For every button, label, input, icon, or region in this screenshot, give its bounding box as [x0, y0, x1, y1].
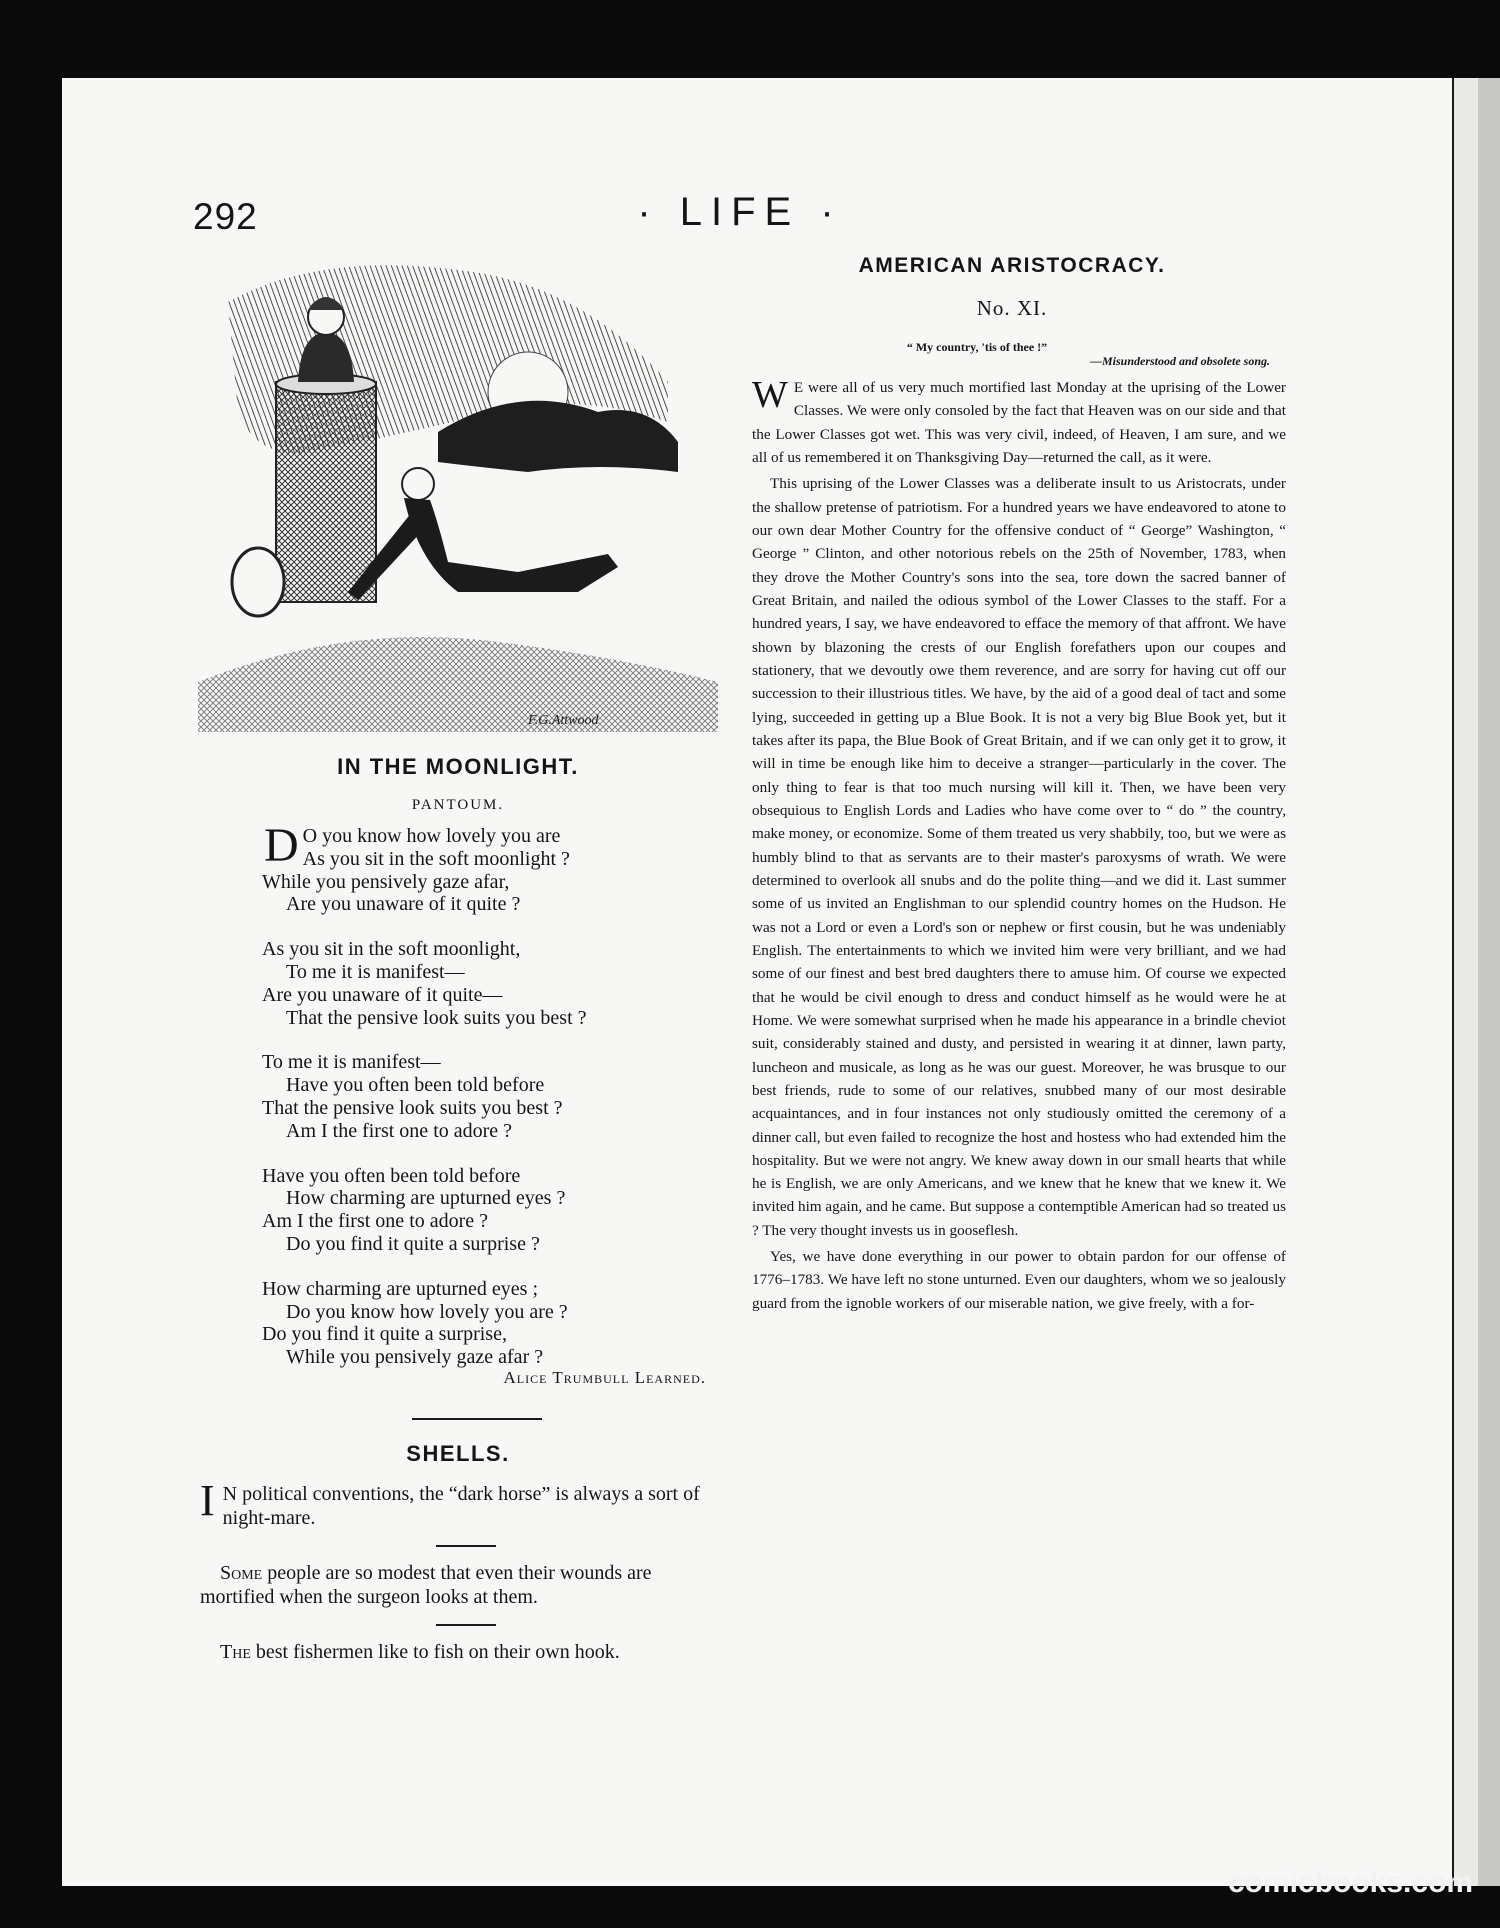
poem-line: Do you find it quite a surprise,	[262, 1323, 507, 1346]
poem-author: Alice Trumbull Learned.	[503, 1368, 706, 1387]
poem-line: As you sit in the soft moonlight ?	[302, 847, 570, 870]
article-text: E were all of us very much mortified last Monday at the uprising of the Lower Classes. We were only consoled by the fact that Heaven was on our side and that the Lower Classes got wet. This was very civil, indeed, of Heaven, I am sure, and we all of us remembered it on Thanksgiving Day—returned the call, as it were.	[752, 379, 1286, 466]
divider	[436, 1624, 496, 1626]
shell-text: N political conventions, the “dark horse” is always a sort of night-mare.	[222, 1483, 700, 1529]
poem-line: Am I the first one to adore ?	[286, 1119, 513, 1142]
poem-line: While you pensively gaze afar,	[262, 870, 510, 893]
site-watermark: comicbooks.com	[1228, 1866, 1474, 1899]
article-paragraph	[752, 376, 1286, 469]
poem-line: Am I the first one to adore ?	[262, 1210, 489, 1233]
poem-dropcap: D	[264, 819, 299, 872]
poem-stanza	[262, 1051, 722, 1142]
poem-line: O you know how lovely you are	[302, 825, 561, 847]
poem-line: Have you often been told before	[262, 1164, 521, 1187]
poem-line: While you pensively gaze afar ?	[286, 1346, 544, 1369]
poem-line: That the pensive look suits you best ?	[262, 1096, 563, 1119]
poem-line: To me it is manifest—	[286, 960, 465, 983]
article-paragraph: Yes, we have done everything in our power to obtain pardon for our offense of 1776–1783. We have left no stone unturned. Even our daughters, whom we so jealously guard from the ignoble workers of our miserable nation, we give freely, with a for-	[752, 1248, 1286, 1312]
illustration-signature: F.G.Attwood	[528, 713, 599, 728]
poem-line: Do you know how lovely you are ?	[286, 1300, 568, 1323]
article-body	[752, 376, 1286, 1315]
shell-lead: The	[220, 1641, 251, 1663]
shell-lead: Some	[220, 1562, 263, 1584]
poem-line: To me it is manifest—	[262, 1051, 441, 1074]
moonlight-illustration	[198, 262, 718, 732]
shell-text: best fishermen like to fish on their own hook.	[250, 1641, 620, 1663]
article-subtitle: No. XI.	[976, 296, 1048, 320]
article-epigraph: “ My country, 'tis of thee !”	[906, 340, 1048, 354]
poem-line: Have you often been told before	[286, 1074, 545, 1097]
poem-stanza	[262, 938, 722, 1029]
poem-line: As you sit in the soft moonlight,	[262, 938, 521, 961]
article-epigraph-source: —Misunderstood and obsolete song.	[1089, 354, 1270, 368]
poem-line: Are you unaware of it quite—	[262, 983, 503, 1006]
page-number: 292	[193, 196, 258, 237]
poem-stanza	[262, 1165, 722, 1256]
article-dropcap: W	[752, 374, 788, 416]
masthead: · LIFE ·	[637, 190, 843, 234]
poem-title: IN THE MOONLIGHT.	[337, 754, 579, 779]
poem-stanza	[262, 1278, 722, 1369]
shell-item	[200, 1476, 730, 1530]
poem-line: How charming are upturned eyes ;	[262, 1277, 539, 1300]
binding-edge	[1478, 78, 1500, 1886]
shell-item	[200, 1640, 730, 1664]
article-title: AMERICAN ARISTOCRACY.	[858, 254, 1166, 277]
facing-page-edge	[1452, 78, 1480, 1886]
shell-text: people are so modest that even their wounds are mortified when the surgeon looks at them.	[200, 1562, 652, 1608]
shells-title: SHELLS.	[406, 1441, 510, 1466]
shell-dropcap: I	[200, 1476, 215, 1525]
article-paragraph: This uprising of the Lower Classes was a deliberate insult to us Aristocrats, under the shallow pretense of patriotism. For a hundred years we have endeavored to atone to our own dear Mother Country for the offensive conduct of “ George” Washington, “ George ” Clinton, and other notorious rebels on the 25th of November, 1783, when they drove the Mother Country's sons into the sea, tore down the sacred banner of Great Britain, and nailed the odious symbol of the Lower Classes to the staff. For a hundred years, I say, we have endeavored to efface the memory of that affront. We have shown by blazoning the crests of our English forefathers upon our coupes and stationery, that we devoutly owe them reverence, and are sorry for having cut off our succession to their illustrious titles. We have, by the aid of a good deal of tact and some lying, succeeded in getting up a Blue Book. It is not a very big Blue Book yet, but it takes after its papa, the Blue Book of Great Britain, and if we can only get it to grow, it will in time be enough like him to deceive a stranger—particularly in the cover. The only thing to fear is that too much nursing will kill it. Then, we have been very obsequious to English Lords and Ladies who have come over to “ do ” the country, make money, or economize. Some of them treated us very shabbily, too, but we were as humbly blind to that as servants are to their master's paroxysms of wrath. We were determined to overlook all snubs and do the polite thing—and we did it. Last summer some of us invited an Englishman to our splendid country homes on the Hudson. He was not a Lord or even a Lord's son or nephew or first cousin, but he was undeniably English. The entertainments to which we invited him were very brilliant, and we had some of our finest and best bred daughters there to amuse him. Of course we expected that he would be civil enough to dress and conduct himself as he would were he at Home. We were somewhat surprised when he made his appearance in a brindle cheviot suit, considerably stained and dusty, and persisted in wearing it at dinner, lawn party, luncheon and musicale, as long as he was our guest. Moreover, he was brusque to our best friends, rude to some of our relatives, snubbed many of our most desirable acquaintances, and in four instances not only studiously omitted the ceremony of a dinner call, but even failed to recognize the host and hostess who had extended him the hospitality. But we were not angry. We knew away down in our small hearts that while he is English, we are only Americans, and we knew that he knew that we knew it. We invited him again, and he came. But suppose a contemptible American had so treated us ? The very thought invests us in gooseflesh.	[752, 475, 1286, 1239]
poem-line: That the pensive look suits you best ?	[286, 1006, 587, 1029]
poem-subtitle: PANTOUM.	[411, 797, 505, 813]
poem-line: How charming are upturned eyes ?	[286, 1187, 566, 1210]
poem-body	[262, 819, 722, 1391]
poem-line: Are you unaware of it quite ?	[286, 893, 521, 916]
divider	[436, 1545, 496, 1547]
poem-stanza	[262, 819, 722, 916]
shell-item	[200, 1561, 730, 1609]
poem-line: Do you find it quite a surprise ?	[286, 1232, 540, 1255]
divider	[412, 1418, 542, 1420]
